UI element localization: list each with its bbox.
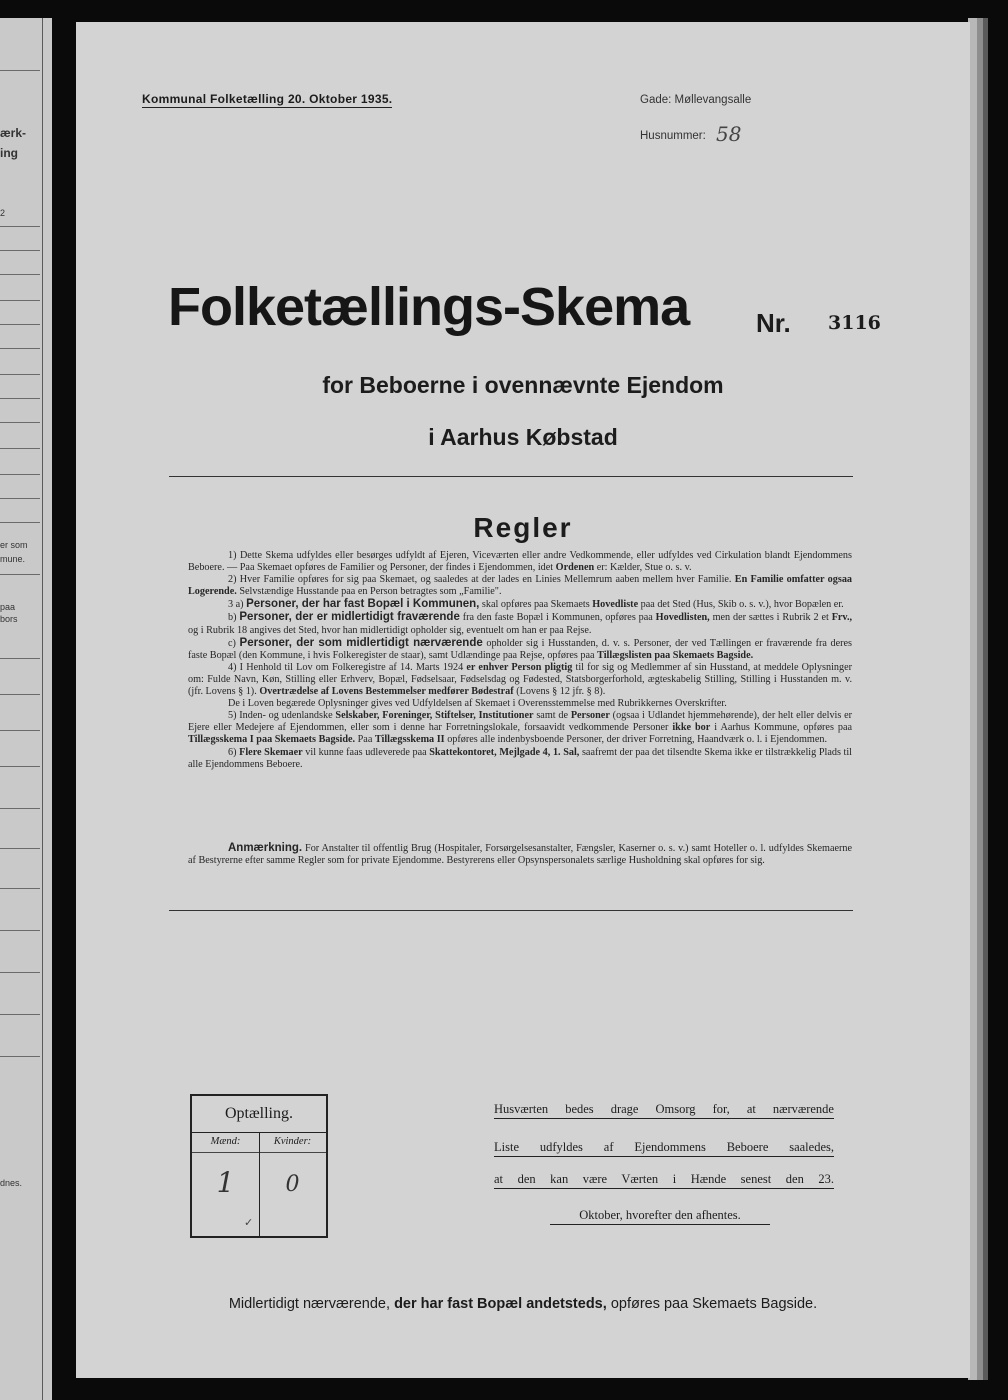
- rule-3b: b) Personer, der er midlertidigt fraværende fra den faste Bopæl i Kommunen, opføres paa Hovedlisten, men der sættes i Rubrik 2 et Frv., og i Rubrik 18 angives det Sted, hvor han midlertidigt opholder sig, eventuelt om han er paa Rejse.: [188, 611, 853, 636]
- rule-6: 6) Flere Skemaer vil kunne faas udleverede paa Skattekontoret, Mejlgade 4, 1. Sal, saafremt der paa det tilsendte Skema ikke er tilstrækkelig Plads til alle Ejendommens Beboere.: [188, 746, 853, 770]
- previous-page-edge: [0, 18, 52, 1400]
- rules-text: [188, 550, 852, 771]
- left-fragment: bors: [0, 614, 18, 624]
- left-fragment: mune.: [0, 554, 26, 564]
- form-rule: [0, 324, 40, 325]
- form-subtitle-town: i Aarhus Købstad: [428, 424, 618, 450]
- street-label: Gade:: [640, 94, 672, 106]
- rule-5: 5) Inden- og udenlandske Selskaber, Foreninger, Stiftelser, Institutioner samt de Personer (ogsaa i Udlandet hjemmehørende), der helt eller delvis er Ejere eller Medejere af Ejendommen, eller som i denne har Forretningslokale, forsaavidt vedkommende Personer ikke bor i Aarhus Kommune, opføres paa Tillægsskema I paa Skemaets Bagside. Paa Tillægsskema II opføres alle indenbysboende Personer, der driver Forretning, Haandværk o. l. i Ejendommen.: [188, 710, 853, 746]
- page-fold-line: [42, 18, 43, 1400]
- count-box: [190, 1094, 328, 1238]
- form-number-value: 3116: [828, 312, 881, 334]
- census-form-page: [76, 22, 970, 1378]
- house-number-field: [640, 130, 706, 142]
- form-rule: [0, 848, 40, 849]
- form-rule: [0, 226, 40, 227]
- form-rule: [0, 1014, 40, 1015]
- form-rule: [0, 348, 40, 349]
- form-subtitle: for Beboerne i ovennævnte Ejendom: [322, 372, 724, 398]
- women-count: 0: [285, 1172, 300, 1197]
- census-header: Kommunal Folketælling 20. Oktober 1935.: [142, 92, 393, 106]
- form-rule: [0, 474, 40, 475]
- form-rule: [0, 930, 40, 931]
- rule-3a: 3 a) Personer, der har fast Bopæl i Kommunen, skal opføres paa Skemaets Hovedliste paa det Sted (Hus, Skib o. s. v.), hvor Bopælen er.: [228, 598, 844, 611]
- rule-4: 4) I Henhold til Lov om Folkeregistre af 14. Marts 1924 er enhver Person pligtig til for sig og Medlemmer af sin Husstand, at meddele Oplysninger om: Fulde Navn, Køn, Stilling eller Erhverv, Bopæl, Fødselsaar, Fødselsdag og Fødested, Statsborgerforhold, ægteskabelig Stilling, Stilling i Husstanden m. v. (jfr. Lovens § 1). Overtrædelse af Lovens Bestemmelser medfører Bødestraf (Lovens § 12 jfr. § 8).: [188, 661, 853, 698]
- house-number-handwritten: 58: [716, 122, 742, 146]
- men-count: 1: [216, 1166, 235, 1199]
- form-rule: [0, 422, 40, 423]
- women-label: Kvinder:: [259, 1132, 326, 1153]
- left-fragment: ing: [0, 146, 18, 160]
- rules-heading: Regler: [473, 512, 573, 543]
- remark-label: Anmærkning.: [228, 842, 303, 854]
- notice-line: at den kan være Værten i Hænde senest den 23.: [494, 1172, 834, 1189]
- notice-line: Husværten bedes drage Omsorg for, at nærværende: [494, 1102, 834, 1119]
- left-fragment: dnes.: [0, 1178, 23, 1188]
- divider: [169, 910, 853, 911]
- footer-part: Midlertidigt nærværende,: [228, 1296, 391, 1312]
- rule-3c: c) Personer, der som midlertidigt nærværende opholder sig i Husstanden, d. v. s. Personer, der ved Tællingen er fraværende fra deres faste Bopæl (den Kommune, i hvis Folkeregister de staar), samt Udlændinge paa Rejse, opføres paa Tillægslisten paa Skemaets Bagside.: [188, 636, 853, 661]
- form-rule: [0, 448, 40, 449]
- rule-2: 2) Hver Familie opføres for sig paa Skemaet, og saaledes at der lades en Linies Mellemrum aaben mellem hver Familie. En Familie omfatter ogsaa Logerende. Selvstændige Husstande paa en Person betragtes som „Familie".: [188, 574, 853, 598]
- left-fragment: 2: [0, 208, 6, 218]
- form-rule: [0, 374, 40, 375]
- left-fragment: er som: [0, 540, 28, 550]
- form-rule: [0, 274, 40, 275]
- form-rule: [0, 730, 40, 731]
- left-fragment: paa: [0, 602, 16, 612]
- form-rule: [0, 1056, 40, 1057]
- remark-body: For Anstalter til offentlig Brug (Hospitaler, Forsørgelsesanstalter, Fængsler, Kaserner o. s. v.) samt Hoteller o. l. udfyldes Skemaerne af Bestyrerne efter samme Regler som for private Ejendomme. Bestyrerens eller Opsynspersonalets særlige Husholdning skal opføres for sig.: [188, 843, 852, 867]
- remark-text: [188, 842, 852, 867]
- form-rule: [0, 250, 40, 251]
- form-rule: [0, 498, 40, 499]
- page-stack-edge: [983, 18, 988, 1380]
- footer-part-bold: der har fast Bopæl andetsteds,: [394, 1296, 607, 1312]
- form-number-label: Nr.: [756, 308, 791, 338]
- form-rule: [0, 888, 40, 889]
- form-rule: [0, 808, 40, 809]
- form-rule: [0, 300, 40, 301]
- house-number-label: Husnummer:: [640, 130, 706, 142]
- form-rule: [0, 766, 40, 767]
- rule-1: 1) Dette Skema udfyldes eller besørges udfyldt af Ejeren, Viceværten eller andre Vedkommende, eller udfyldes ved Cirkulation blandt Ejendommens Beboere. — Paa Skemaet opføres de Familier og Personer, der findes i Ejendommen, idet Ordenen er: Kælder, Stue o. s. v.: [188, 550, 852, 574]
- form-rule: [0, 70, 40, 71]
- notice-line: Liste udfyldes af Ejendommens Beboere saaledes,: [494, 1140, 834, 1157]
- rule-4-note: De i Loven begærede Oplysninger gives ved Udfyldelsen af Skemaet i Overensstemmelse med Rubrikkernes Overskrifter.: [228, 698, 727, 710]
- check-mark: ✓: [244, 1217, 254, 1229]
- street-value: Møllevangsalle: [674, 94, 752, 106]
- form-rule: [0, 574, 40, 575]
- form-rule: [0, 694, 40, 695]
- form-title: Folketællings-Skema: [168, 277, 690, 337]
- form-rule: [0, 972, 40, 973]
- left-fragment: ærk-: [0, 126, 27, 140]
- form-rule: [0, 522, 40, 523]
- form-rule: [0, 658, 40, 659]
- footer-note: [76, 1296, 970, 1312]
- count-title: Optælling.: [192, 1096, 326, 1133]
- men-label: Mænd:: [192, 1132, 259, 1153]
- divider: [169, 476, 853, 477]
- street-field: [640, 94, 751, 106]
- notice-line: Oktober, hvorefter den afhentes.: [550, 1208, 770, 1225]
- footer-part: opføres paa Skemaets Bagside.: [610, 1296, 818, 1312]
- form-rule: [0, 398, 40, 399]
